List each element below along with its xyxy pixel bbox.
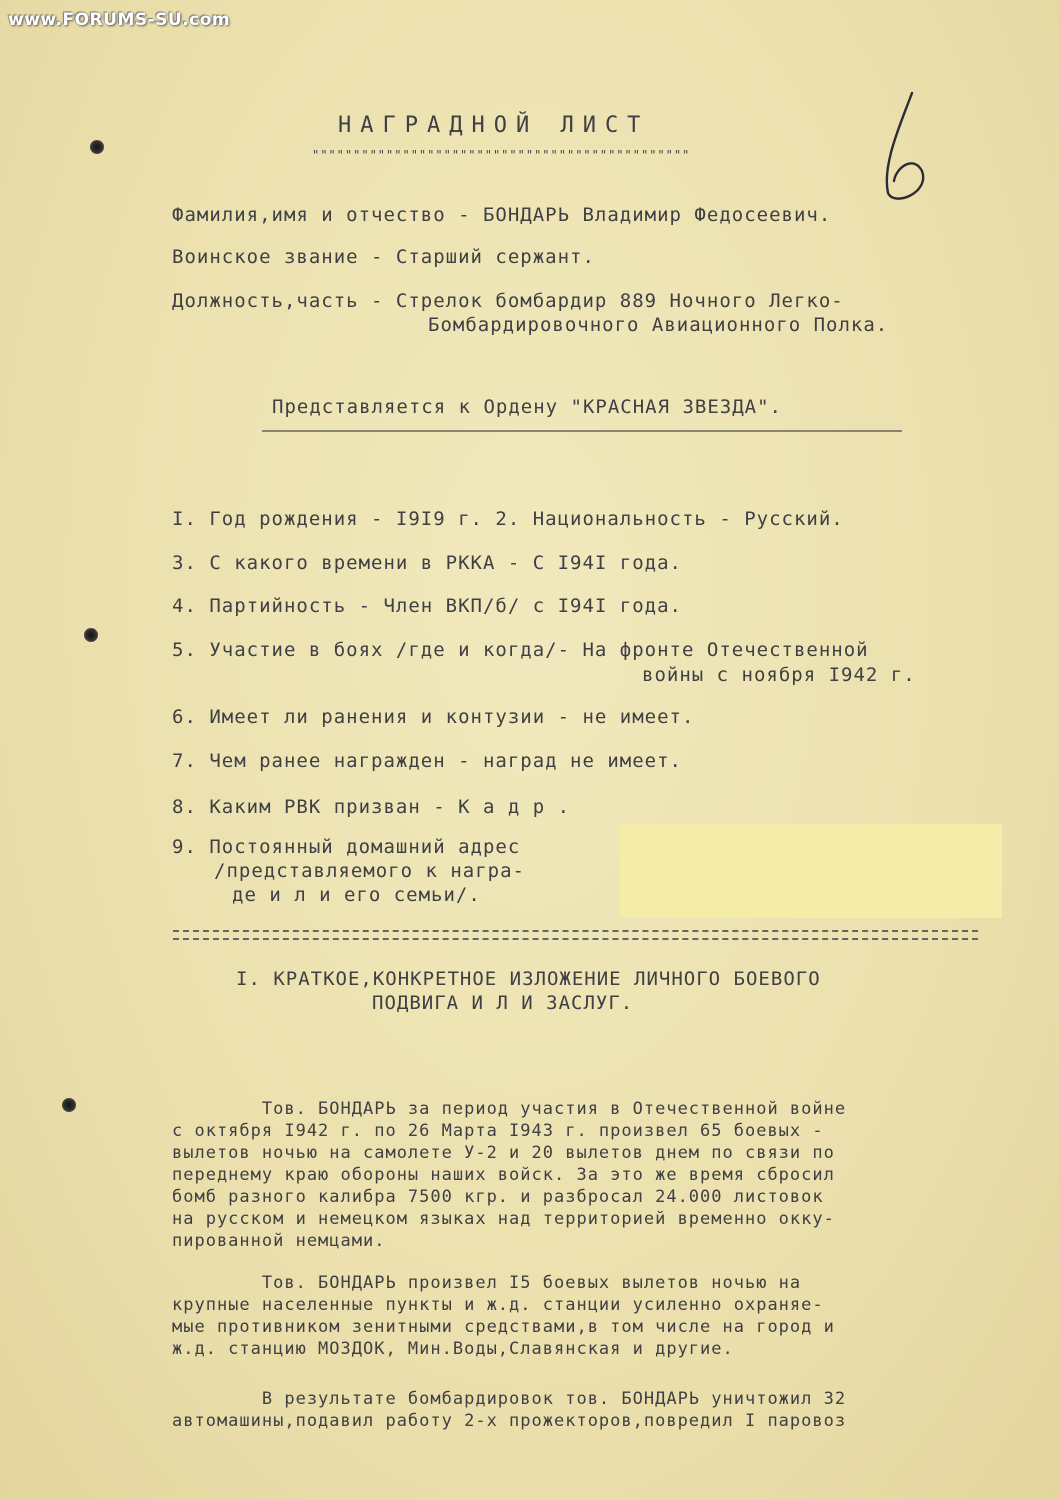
item-8: 8. Каким РВК призван - К а д р . bbox=[172, 796, 571, 818]
item-5: 5. Участие в боях /где и когда/- На фронте Отечественной bbox=[172, 639, 869, 661]
handwritten-sheet-number bbox=[860, 85, 950, 205]
punch-hole bbox=[90, 140, 104, 154]
section-heading: I. КРАТКОЕ,КОНКРЕТНОЕ ИЗЛОЖЕНИЕ ЛИЧНОГО БОЕВОГО bbox=[236, 968, 821, 990]
item-9: 9. Постоянный домашний адрес bbox=[172, 836, 521, 858]
site-watermark: www.FORUMS-SU.com bbox=[8, 10, 231, 30]
rank-line: Воинское звание - Старший сержант. bbox=[172, 246, 595, 268]
body-paragraph-1: Тов. БОНДАРЬ за период участия в Отечественной войне с октября I942 г. по 26 Марта I943 г. произвел 65 боевых - вылетов ночью на самолете У-2 и 20 вылетов днем по связи по переднему краю обороны наших войск. За это же время сбросил бомб разного калибра 7500 кгр. и разбросал 24.000 листовок на русском и немецком языках над территорией временно окку- пированной немцами. bbox=[172, 1099, 847, 1251]
position-line-2: Бомбардировочного Авиационного Полка. bbox=[428, 314, 889, 336]
section-separator bbox=[173, 930, 978, 940]
redacted-address bbox=[620, 824, 1002, 918]
item-4: 4. Партийность - Член ВКП/б/ с I94I года. bbox=[172, 595, 682, 617]
title-underline: """""""""""""""""""""""""""""""""""""""""""""" bbox=[312, 148, 691, 162]
position-line-1: Должность,часть - Стрелок бомбардир 889 Ночного Легко- bbox=[172, 290, 844, 312]
item-9-continued: /представляемого к награ- bbox=[214, 860, 525, 882]
section-heading-continued: ПОДВИГА И Л И ЗАСЛУГ. bbox=[372, 992, 634, 1014]
nomination-line: Представляется к Ордену "КРАСНАЯ ЗВЕЗДА". bbox=[272, 396, 782, 418]
item-7: 7. Чем ранее награжден - наград не имеет. bbox=[172, 750, 682, 772]
name-line: Фамилия,имя и отчество - БОНДАРЬ Владимир Федосеевич. bbox=[172, 204, 832, 226]
item-1: I. Год рождения - I9I9 г. 2. Национальность - Русский. bbox=[172, 508, 844, 530]
document-title: НАГРАДНОЙ ЛИСТ bbox=[338, 113, 650, 138]
body-paragraph-2: Тов. БОНДАРЬ произвел I5 боевых вылетов ночью на крупные населенные пункты и ж.д. станции усиленно охраняе- мые противником зенитными средствами,в том числе на город и ж.д. станцию МОЗДОК, Мин.Воды,Славянская и другие. bbox=[172, 1273, 835, 1359]
item-3: 3. С какого времени в РККА - С I94I года. bbox=[172, 552, 682, 574]
body-paragraph-3: В результате бомбардировок тов. БОНДАРЬ уничтожил 32 автомашины,подавил работу 2-х прожекторов,повредил I паровоз bbox=[172, 1389, 847, 1431]
item-5-continued: войны с ноября I942 г. bbox=[642, 664, 916, 686]
item-6: 6. Имеет ли ранения и контузии - не имеет. bbox=[172, 706, 695, 728]
punch-hole bbox=[62, 1098, 76, 1112]
nomination-underline bbox=[262, 430, 902, 432]
punch-hole bbox=[84, 628, 98, 642]
item-9-continued-2: де и л и его семьи/. bbox=[232, 884, 481, 906]
